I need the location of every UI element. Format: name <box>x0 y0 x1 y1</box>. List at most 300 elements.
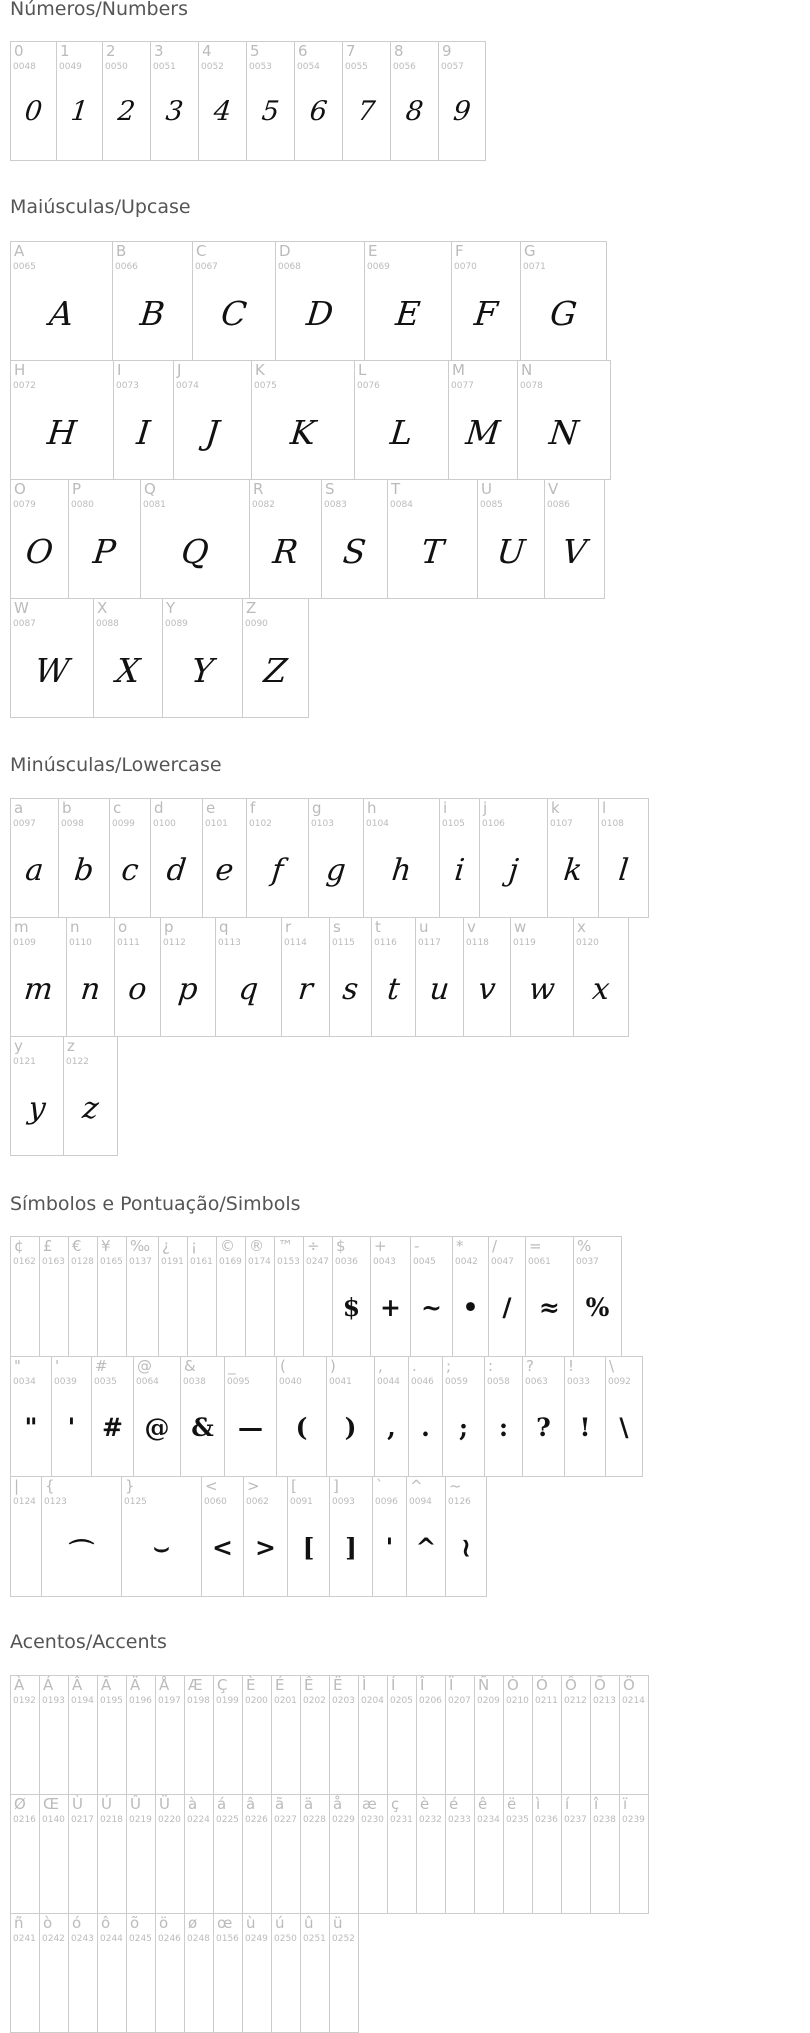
glyph-code-label: 0068 <box>278 262 301 272</box>
glyph-char-label: ì <box>536 1795 541 1813</box>
glyph-code-label: 0140 <box>42 1815 65 1825</box>
glyph-cell <box>332 1236 371 1357</box>
glyph-cell <box>445 1675 475 1795</box>
glyph-cell <box>503 1794 533 1914</box>
glyph-cell <box>140 479 250 599</box>
glyph-sample: E <box>393 294 423 333</box>
glyph-code-label: 0056 <box>393 62 416 72</box>
glyph-char-label: Ù <box>72 1795 83 1813</box>
glyph-char-label: é <box>449 1795 459 1813</box>
glyph-char-label: C <box>196 242 207 260</box>
glyph-code-label: 0137 <box>129 1257 152 1267</box>
glyph-cell <box>598 798 649 918</box>
glyph-code-label: 0108 <box>601 819 624 829</box>
glyph-cell <box>155 1913 185 2033</box>
glyph-code-label: 0087 <box>13 619 36 629</box>
glyph-char-label: ô <box>101 1914 111 1932</box>
glyph-char-label: è <box>420 1795 430 1813</box>
glyph-sample: ~ <box>421 1293 442 1322</box>
glyph-code-label: 0055 <box>345 62 368 72</box>
glyph-cell <box>342 41 391 161</box>
glyph-char-label: v <box>467 918 476 936</box>
glyph-cell <box>126 1913 156 2033</box>
glyph-char-label: Â <box>72 1676 83 1694</box>
glyph-sample: ⌣ <box>153 1533 170 1562</box>
glyph-cell <box>201 1476 244 1597</box>
glyph-cell <box>58 798 110 918</box>
glyph-code-label: 0082 <box>252 500 275 510</box>
glyph-sample: l <box>616 853 631 888</box>
glyph-code-label: 0076 <box>357 381 380 391</box>
glyph-char-label: # <box>95 1357 108 1375</box>
glyph-sample: W <box>32 651 72 690</box>
glyph-char-label: @ <box>137 1357 152 1375</box>
glyph-char-label: / <box>492 1237 498 1255</box>
glyph-char-label: ~ <box>449 1477 462 1495</box>
glyph-cell <box>387 1675 417 1795</box>
glyph-sample: & <box>191 1413 214 1442</box>
glyph-cell <box>224 1356 277 1477</box>
glyph-sample: 5 <box>260 96 281 127</box>
glyph-sample: @ <box>144 1413 170 1442</box>
glyph-char-label: Î <box>420 1676 425 1694</box>
glyph-code-label: 0038 <box>183 1377 206 1387</box>
glyph-sample: [ <box>302 1533 315 1562</box>
glyph-code-label: 0075 <box>254 381 277 391</box>
glyph-cell <box>10 798 59 918</box>
glyph-cell <box>10 360 114 480</box>
glyph-code-label: 0039 <box>54 1377 77 1387</box>
glyph-cell <box>202 798 247 918</box>
glyph-code-label: 0163 <box>42 1257 65 1267</box>
glyph-code-label: 0036 <box>335 1257 358 1267</box>
glyph-sample: # <box>102 1413 123 1442</box>
glyph-sample: x <box>590 972 612 1007</box>
glyph-char-label: ` <box>376 1477 384 1495</box>
glyph-cell <box>63 1036 118 1156</box>
glyph-code-label: 0124 <box>13 1497 36 1507</box>
glyph-code-label: 0232 <box>419 1815 442 1825</box>
glyph-code-label: 0033 <box>567 1377 590 1387</box>
glyph-code-label: 0066 <box>115 262 138 272</box>
glyph-sample: i <box>452 853 467 888</box>
glyph-sample: Q <box>179 532 211 571</box>
glyph-char-label: l <box>602 799 607 817</box>
glyph-code-label: 0220 <box>158 1815 181 1825</box>
glyph-char-label: D <box>279 242 291 260</box>
glyph-code-label: 0106 <box>482 819 505 829</box>
glyph-char-label: ? <box>526 1357 534 1375</box>
glyph-char-label: I <box>117 361 122 379</box>
glyph-cell <box>477 479 545 599</box>
glyph-char-label: Ò <box>507 1676 519 1694</box>
glyph-char-label: t <box>375 918 381 936</box>
glyph-char-label: Ñ <box>478 1676 490 1694</box>
glyph-char-label: ; <box>446 1357 452 1375</box>
glyph-char-label: Ü <box>159 1795 170 1813</box>
section-title-accents: Acentos/Accents <box>10 1631 167 1653</box>
glyph-cell <box>438 41 486 161</box>
glyph-code-label: 0214 <box>622 1696 645 1706</box>
section-title-lowercase: Minúsculas/Lowercase <box>10 754 222 776</box>
glyph-code-label: 0199 <box>216 1696 239 1706</box>
glyph-code-label: 0095 <box>227 1377 250 1387</box>
glyph-cell <box>10 917 67 1037</box>
glyph-code-label: 0044 <box>377 1377 400 1387</box>
glyph-cell <box>522 1356 565 1477</box>
glyph-cell <box>245 1236 275 1357</box>
glyph-cell <box>503 1675 533 1795</box>
glyph-code-label: 0034 <box>13 1377 36 1387</box>
glyph-sample: \ <box>619 1413 629 1442</box>
glyph-char-label: > <box>247 1477 260 1495</box>
glyph-cell <box>564 1356 606 1477</box>
glyph-code-label: 0099 <box>112 819 135 829</box>
glyph-cell <box>329 1476 373 1597</box>
glyph-code-label: 0191 <box>161 1257 184 1267</box>
glyph-cell <box>68 1913 98 2033</box>
glyph-char-label: â <box>246 1795 256 1813</box>
glyph-sample: ! <box>579 1413 591 1442</box>
glyph-cell <box>10 41 57 161</box>
glyph-cell <box>448 360 518 480</box>
glyph-char-label: r <box>285 918 292 936</box>
glyph-sample: n <box>78 972 102 1007</box>
glyph-sample: b <box>72 853 96 888</box>
glyph-code-label: 0058 <box>487 1377 510 1387</box>
glyph-char-label: Í <box>391 1676 396 1694</box>
glyph-code-label: 0165 <box>100 1257 123 1267</box>
glyph-char-label: } <box>125 1477 135 1495</box>
glyph-sample: 8 <box>404 96 425 127</box>
glyph-code-label: 0101 <box>205 819 228 829</box>
glyph-cell <box>56 41 103 161</box>
glyph-sample: D <box>304 294 336 333</box>
glyph-char-label: ï <box>623 1795 628 1813</box>
glyph-char-label: ø <box>188 1914 198 1932</box>
glyph-sample: y <box>26 1091 48 1126</box>
glyph-code-label: 0081 <box>143 500 166 510</box>
glyph-sample: c <box>119 853 141 888</box>
glyph-cell <box>150 798 203 918</box>
glyph-sample: L <box>388 413 415 452</box>
glyph-char-label: a <box>14 799 24 817</box>
glyph-char-label: : <box>488 1357 494 1375</box>
glyph-code-label: 0052 <box>201 62 224 72</box>
glyph-cell <box>41 1476 122 1597</box>
glyph-char-label: 0 <box>14 42 24 60</box>
glyph-cell <box>184 1675 214 1795</box>
glyph-code-label: 0116 <box>374 938 397 948</box>
glyph-cell <box>10 1356 52 1477</box>
glyph-char-label: Z <box>246 599 257 617</box>
glyph-code-label: 0102 <box>249 819 272 829</box>
glyph-code-label: 0113 <box>218 938 241 948</box>
glyph-cell <box>619 1794 649 1914</box>
glyph-cell <box>532 1794 562 1914</box>
glyph-cell <box>93 598 163 718</box>
glyph-code-label: 0048 <box>13 62 36 72</box>
glyph-sample: K <box>288 413 318 452</box>
glyph-sample: f <box>270 853 285 888</box>
glyph-cell <box>97 1913 127 2033</box>
glyph-cell <box>532 1675 562 1795</box>
glyph-sample: : <box>498 1413 509 1442</box>
glyph-cell <box>160 917 216 1037</box>
glyph-char-label: i <box>443 799 448 817</box>
glyph-char-label: b <box>62 799 72 817</box>
glyph-code-label: 0169 <box>219 1257 242 1267</box>
glyph-sample: 9 <box>451 96 473 127</box>
glyph-cell <box>97 1236 127 1357</box>
glyph-char-label: H <box>14 361 26 379</box>
glyph-char-label: ö <box>159 1914 169 1932</box>
glyph-code-label: 0245 <box>129 1934 152 1944</box>
glyph-cell <box>329 1675 359 1795</box>
glyph-cell <box>162 598 243 718</box>
glyph-sample: m <box>22 972 55 1007</box>
glyph-code-label: 0103 <box>311 819 334 829</box>
glyph-code-label: 0086 <box>547 500 570 510</box>
glyph-code-label: 0125 <box>124 1497 147 1507</box>
glyph-code-label: 0064 <box>136 1377 159 1387</box>
glyph-cell <box>180 1356 225 1477</box>
glyph-char-label: Ë <box>333 1676 343 1694</box>
glyph-cell <box>215 917 282 1037</box>
glyph-code-label: 0207 <box>448 1696 471 1706</box>
glyph-char-label: M <box>452 361 465 379</box>
glyph-char-label: ä <box>304 1795 314 1813</box>
glyph-sample: ' <box>385 1533 394 1562</box>
glyph-cell <box>97 1794 127 1914</box>
glyph-cell <box>242 1794 272 1914</box>
glyph-char-label: ] <box>333 1477 339 1495</box>
glyph-sample: P <box>91 532 118 571</box>
glyph-code-label: 0209 <box>477 1696 500 1706</box>
glyph-cell <box>68 1236 98 1357</box>
glyph-char-label: 8 <box>394 42 404 60</box>
glyph-char-label: K <box>255 361 265 379</box>
glyph-char-label: õ <box>130 1914 140 1932</box>
glyph-cell <box>158 1236 188 1357</box>
glyph-cell <box>390 41 439 161</box>
glyph-char-label: 2 <box>106 42 116 60</box>
glyph-cell <box>445 1794 475 1914</box>
glyph-char-label: ¥ <box>101 1237 111 1255</box>
glyph-char-label: Ã <box>101 1676 112 1694</box>
glyph-char-label: î <box>594 1795 599 1813</box>
glyph-char-label: c <box>113 799 122 817</box>
glyph-char-label: B <box>116 242 127 260</box>
glyph-cell <box>442 1356 485 1477</box>
glyph-code-label: 0126 <box>448 1497 471 1507</box>
glyph-code-label: 0246 <box>158 1934 181 1944</box>
glyph-char-label: ¡ <box>191 1237 198 1255</box>
glyph-code-label: 0244 <box>100 1934 123 1944</box>
glyph-code-label: 0105 <box>442 819 465 829</box>
glyph-sample: M <box>464 413 502 452</box>
glyph-code-label: 0193 <box>42 1696 65 1706</box>
glyph-sample: 0 <box>23 96 44 127</box>
glyph-cell <box>68 1794 98 1914</box>
glyph-code-label: 0107 <box>550 819 573 829</box>
glyph-code-label: 0114 <box>284 938 307 948</box>
glyph-cell <box>561 1794 591 1914</box>
glyph-sample: e <box>213 853 236 888</box>
glyph-cell <box>439 798 480 918</box>
glyph-char-label: Ú <box>101 1795 112 1813</box>
glyph-char-label: P <box>72 480 82 498</box>
glyph-cell <box>150 41 199 161</box>
glyph-char-label: Ö <box>623 1676 635 1694</box>
glyph-sample: d <box>165 853 188 888</box>
glyph-sample: S <box>341 532 368 571</box>
glyph-code-label: 0218 <box>100 1815 123 1825</box>
glyph-cell <box>354 360 449 480</box>
glyph-cell <box>10 1794 40 1914</box>
glyph-code-label: 0225 <box>216 1815 239 1825</box>
glyph-char-label: $ <box>336 1237 346 1255</box>
glyph-code-label: 0204 <box>361 1696 384 1706</box>
glyph-char-label: ÷ <box>307 1237 320 1255</box>
glyph-char-label: Ó <box>536 1676 548 1694</box>
glyph-char-label: d <box>154 799 164 817</box>
glyph-cell <box>242 598 309 718</box>
glyph-char-label: É <box>275 1676 285 1694</box>
glyph-code-label: 0090 <box>245 619 268 629</box>
glyph-cell <box>374 1356 409 1477</box>
glyph-char-label: O <box>14 480 26 498</box>
glyph-sample: . <box>421 1413 430 1442</box>
glyph-cell <box>463 917 511 1037</box>
glyph-cell <box>406 1476 446 1597</box>
glyph-cell <box>329 1913 359 2033</box>
glyph-sample: ≈ <box>539 1293 560 1322</box>
glyph-code-label: 0242 <box>42 1934 65 1944</box>
glyph-char-label: + <box>374 1237 387 1255</box>
glyph-cell <box>364 241 452 361</box>
glyph-char-label: ê <box>478 1795 488 1813</box>
glyph-cell <box>415 917 464 1037</box>
glyph-cell <box>372 1476 407 1597</box>
glyph-code-label: 0229 <box>332 1815 355 1825</box>
glyph-cell <box>276 1356 327 1477</box>
glyph-sample: J <box>203 413 222 452</box>
glyph-code-label: 0069 <box>367 262 390 272</box>
glyph-char-label: ñ <box>14 1914 24 1932</box>
glyph-code-label: 0153 <box>277 1257 300 1267</box>
glyph-cell <box>308 798 364 918</box>
glyph-code-label: 0067 <box>195 262 218 272</box>
glyph-char-label: % <box>577 1237 592 1255</box>
glyph-char-label: L <box>358 361 367 379</box>
glyph-code-label: 0228 <box>303 1815 326 1825</box>
glyph-cell <box>133 1356 181 1477</box>
glyph-sample: X <box>114 651 142 690</box>
glyph-cell <box>126 1236 159 1357</box>
glyph-code-label: 0123 <box>44 1497 67 1507</box>
glyph-sample: F <box>472 294 500 333</box>
glyph-char-label: z <box>67 1037 75 1055</box>
glyph-char-label: ) <box>330 1357 336 1375</box>
glyph-code-label: 0250 <box>274 1934 297 1944</box>
glyph-cell <box>387 1794 417 1914</box>
glyph-char-label: S <box>325 480 335 498</box>
glyph-code-label: 0249 <box>245 1934 268 1944</box>
glyph-cell <box>451 241 521 361</box>
glyph-code-label: 0161 <box>190 1257 213 1267</box>
glyph-cell <box>187 1236 217 1357</box>
glyph-char-label: œ <box>217 1914 233 1932</box>
glyph-cell <box>510 917 574 1037</box>
glyph-code-label: 0224 <box>187 1815 210 1825</box>
glyph-char-label: < <box>205 1477 218 1495</box>
glyph-code-label: 0206 <box>419 1696 442 1706</box>
glyph-sample: z <box>80 1091 101 1126</box>
glyph-char-label: n <box>70 918 80 936</box>
glyph-code-label: 0074 <box>176 381 199 391</box>
glyph-code-label: 0049 <box>59 62 82 72</box>
glyph-cell <box>242 1913 272 2033</box>
glyph-cell <box>520 241 607 361</box>
glyph-sample: " <box>24 1413 38 1442</box>
glyph-char-label: \ <box>609 1357 615 1375</box>
glyph-char-label: ™ <box>278 1237 293 1255</box>
glyph-code-label: 0061 <box>528 1257 551 1267</box>
glyph-cell <box>112 241 193 361</box>
glyph-char-label: s <box>333 918 341 936</box>
glyph-sample: ; <box>458 1413 469 1442</box>
glyph-cell <box>590 1794 620 1914</box>
glyph-code-label: 0041 <box>329 1377 352 1387</box>
glyph-char-label: ó <box>72 1914 82 1932</box>
glyph-cell <box>274 1236 304 1357</box>
glyph-sample: — <box>238 1413 263 1442</box>
glyph-char-label: e <box>206 799 216 817</box>
glyph-code-label: 0040 <box>279 1377 302 1387</box>
glyph-char-label: Æ <box>188 1676 203 1694</box>
glyph-cell <box>275 241 365 361</box>
glyph-char-label: _ <box>228 1357 236 1375</box>
glyph-cell <box>10 479 69 599</box>
glyph-char-label: [ <box>291 1477 297 1495</box>
glyph-cell <box>66 917 115 1037</box>
glyph-code-label: 0084 <box>390 500 413 510</box>
glyph-char-label: 1 <box>60 42 70 60</box>
glyph-sample: v <box>476 972 498 1007</box>
glyph-sample: V <box>560 532 589 571</box>
glyph-char-label: Û <box>130 1795 141 1813</box>
glyph-cell <box>271 1675 301 1795</box>
glyph-cell <box>590 1675 620 1795</box>
glyph-char-label: g <box>312 799 322 817</box>
glyph-char-label: Y <box>166 599 176 617</box>
glyph-code-label: 0062 <box>246 1497 269 1507</box>
glyph-cell <box>102 41 151 161</box>
glyph-char-label: Å <box>159 1676 170 1694</box>
glyph-cell <box>39 1236 69 1357</box>
glyph-cell <box>329 1794 359 1914</box>
glyph-code-label: 0201 <box>274 1696 297 1706</box>
glyph-char-label: 9 <box>442 42 452 60</box>
glyph-sample: g <box>324 853 348 888</box>
glyph-cell <box>371 917 416 1037</box>
glyph-char-label: U <box>481 480 492 498</box>
glyph-cell <box>192 241 276 361</box>
glyph-sample: A <box>47 294 76 333</box>
glyph-code-label: 0050 <box>105 62 128 72</box>
glyph-cell <box>363 798 440 918</box>
